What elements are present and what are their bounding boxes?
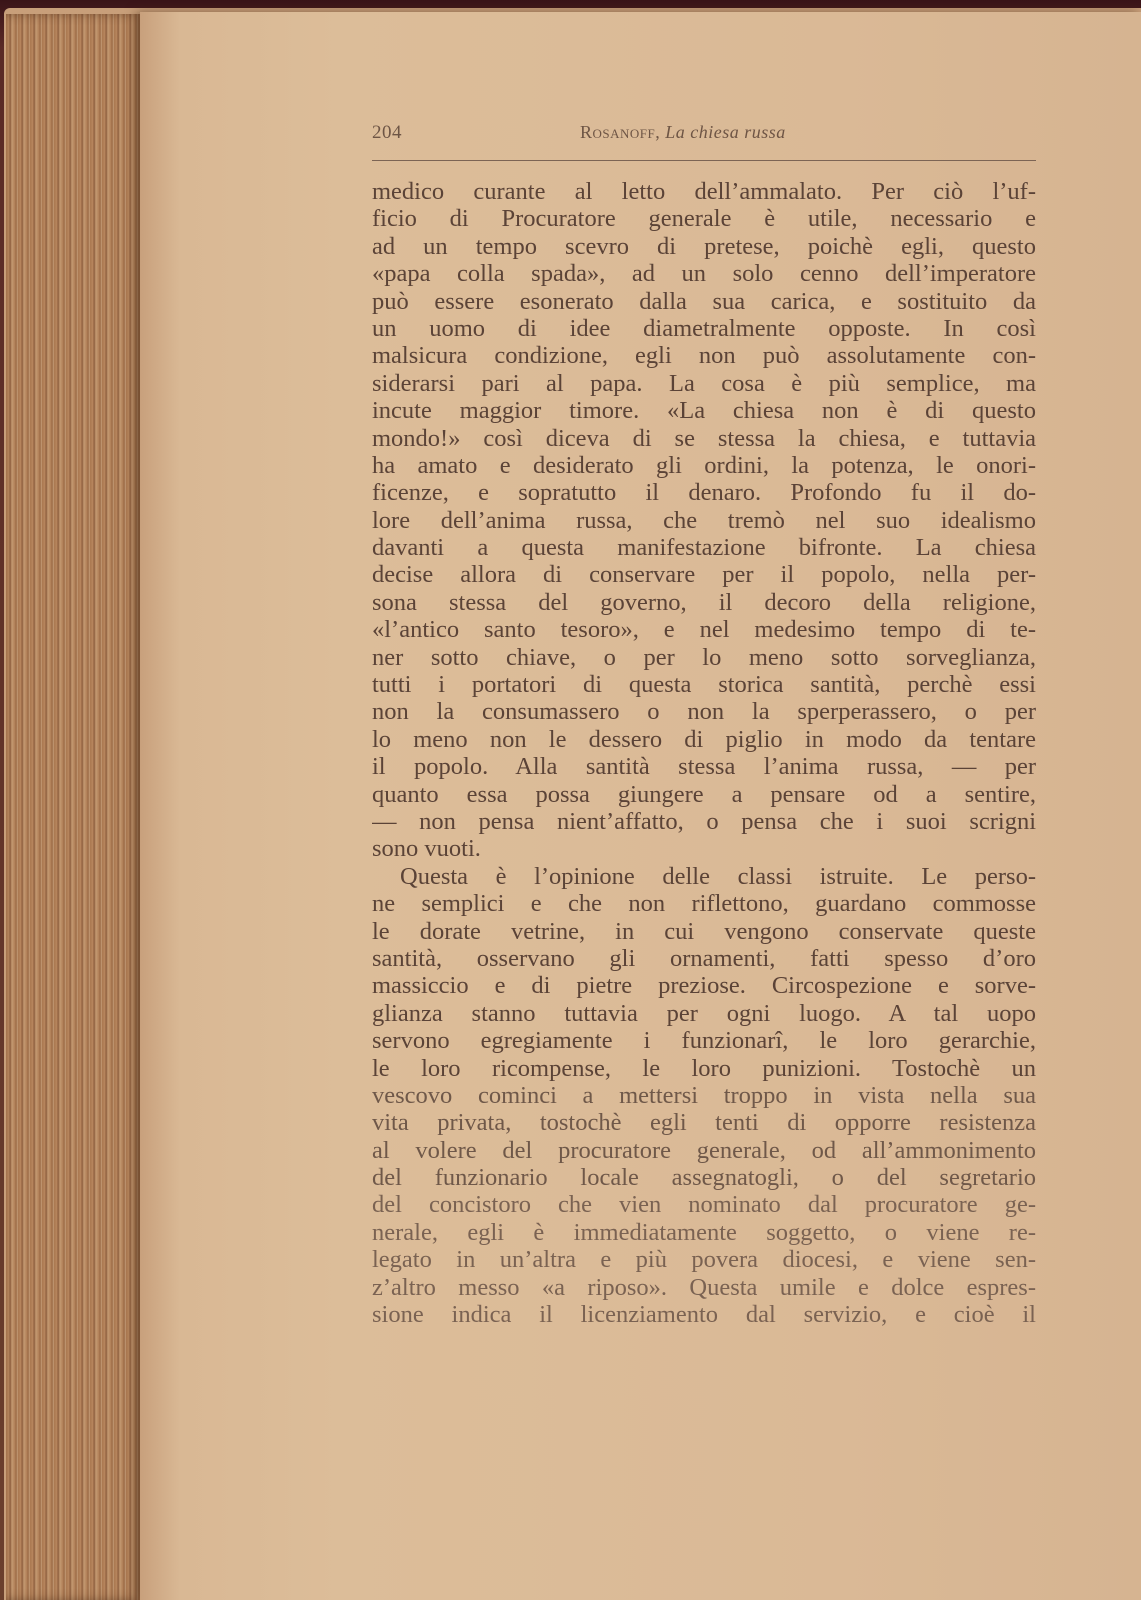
text-line: ner sotto chiave, o per lo meno sotto sorveglianza, bbox=[372, 643, 1036, 671]
text-line: legato in un’altra e più povera diocesi, e viene sen- bbox=[372, 1246, 1036, 1274]
text-line: ficio di Procuratore generale è utile, necessario e bbox=[372, 205, 1036, 233]
text-line: medico curante al letto dell’ammalato. Per ciò l’uf- bbox=[372, 178, 1036, 205]
text-line: nerale, egli è immediatamente soggetto, o viene re- bbox=[372, 1218, 1036, 1246]
page-edges bbox=[6, 14, 146, 1600]
text-line: decise allora di conservare per il popolo, nella per- bbox=[372, 561, 1036, 589]
text-line: malsicura condizione, egli non può assolutamente con- bbox=[372, 342, 1036, 370]
text-line: può essere esonerato dalla sua carica, e sostituito da bbox=[372, 287, 1036, 315]
text-line: vita privata, tostochè egli tenti di opporre resistenza bbox=[372, 1109, 1036, 1137]
text-line: davanti a questa manifestazione bifronte. La chiesa bbox=[372, 534, 1036, 562]
text-line: un uomo di idee diametralmente opposte. In così bbox=[372, 314, 1036, 342]
text-line: Questa è l’opinione delle classi istruite. Le perso- bbox=[400, 862, 1036, 890]
text-line: ad un tempo scevro di pretese, poichè egli, questo bbox=[372, 232, 1036, 260]
text-line: ficenze, e sopratutto il denaro. Profondo fu il do- bbox=[372, 479, 1036, 507]
page-header bbox=[372, 118, 1036, 148]
text-line: lore dell’anima russa, che tremò nel suo idealismo bbox=[372, 506, 1036, 534]
text-line: «l’antico santo tesoro», e nel medesimo tempo di te- bbox=[372, 616, 1036, 644]
text-line: ne semplici e che non riflettono, guardano commosse bbox=[372, 890, 1036, 918]
text-line: sono vuoti. bbox=[372, 835, 481, 863]
text-line: sona stessa del governo, il decoro della religione, bbox=[372, 588, 1036, 616]
text-line: — non pensa nient’affatto, o pensa che i suoi scrigni bbox=[372, 807, 1036, 835]
text-line: le loro ricompense, le loro punizioni. Tostochè un bbox=[372, 1054, 1036, 1082]
running-head bbox=[580, 122, 786, 143]
text-line: quanto essa possa giungere a pensare od a sentire, bbox=[372, 780, 1036, 808]
text-line: del concistoro che vien nominato dal procuratore ge- bbox=[372, 1191, 1036, 1219]
text-line: non la consumassero o non la sperperassero, o per bbox=[372, 698, 1036, 726]
text-line: ha amato e desiderato gli ordini, la potenza, le onori- bbox=[372, 451, 1036, 479]
text-line: servono egregiamente i funzionarî, le loro gerarchie, bbox=[372, 1027, 1036, 1055]
text-line: santità, osservano gli ornamenti, fatti spesso d’oro bbox=[372, 944, 1036, 972]
text-line: z’altro messo «a riposo». Questa umile e dolce espres- bbox=[372, 1273, 1036, 1301]
text-line: tutti i portatori di questa storica santità, perchè essi bbox=[372, 671, 1036, 699]
text-line: «papa colla spada», ad un solo cenno dell’imperatore bbox=[372, 260, 1036, 288]
text-line: incute maggior timore. «La chiesa non è di questo bbox=[372, 397, 1036, 425]
running-head-title: La chiesa russa bbox=[665, 122, 786, 142]
page-number: 204 bbox=[372, 122, 402, 143]
text-line: sione indica il licenziamento dal servizio, e cioè il bbox=[372, 1301, 1036, 1329]
text-line: glianza stanno tuttavia per ogni luogo. A tal uopo bbox=[372, 999, 1036, 1027]
text-line: siderarsi pari al papa. La cosa è più semplice, ma bbox=[372, 369, 1036, 397]
body-text bbox=[372, 178, 1036, 1328]
text-line: vescovo cominci a mettersi troppo in vista nella sua bbox=[372, 1081, 1036, 1109]
header-rule bbox=[372, 160, 1036, 161]
text-line: le dorate vetrine, in cui vengono conservate queste bbox=[372, 917, 1036, 945]
text-line: lo meno non le dessero di piglio in modo da tentare bbox=[372, 725, 1036, 753]
text-line: massiccio e di pietre preziose. Circospezione e sorve- bbox=[372, 972, 1036, 1000]
text-line: mondo!» così diceva di se stessa la chiesa, e tuttavia bbox=[372, 424, 1036, 452]
text-line: al volere del procuratore generale, od all’ammonimento bbox=[372, 1136, 1036, 1164]
text-line: del funzionario locale assegnatogli, o del segretario bbox=[372, 1164, 1036, 1192]
text-line: il popolo. Alla santità stessa l’anima russa, — per bbox=[372, 753, 1036, 781]
running-head-author: Rosanoff, bbox=[580, 122, 661, 142]
